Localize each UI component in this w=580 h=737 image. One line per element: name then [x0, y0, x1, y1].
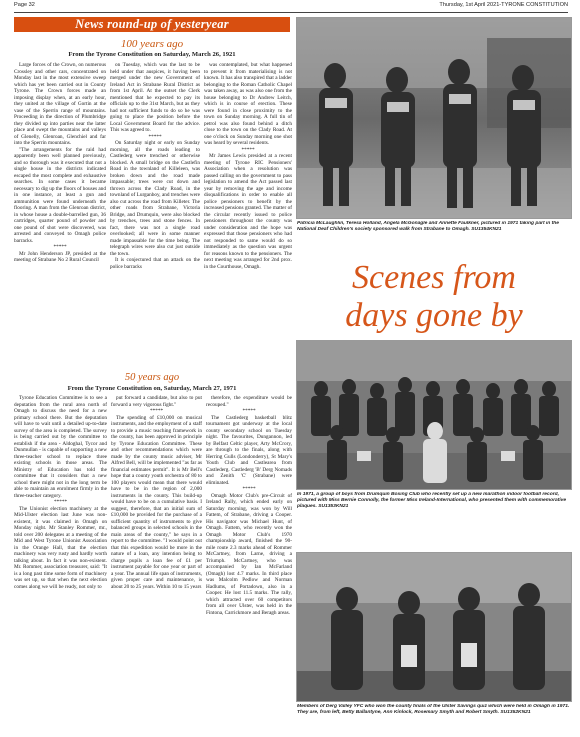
article-paragraph: was contemplated, but what happened to prevent it from materialising is not known. It has also transpired that a ladder belonging to the Roman Catholic Chapel was taken away, as was also one from the house belonging to Dr Andrew Leitch, which is in course of erection. These were found in close proximity to the town on Sunday morning. A full tin of petrol was also found behind a ditch close to the town on the Clady Road. At one o'clock on Sunday morning one shot was heard by several residents.	[204, 62, 292, 146]
subhead-1921: From the Tyrone Constitution on Saturday, March 26, 1921	[68, 51, 236, 58]
article-paragraph: On Saturday night or early on Sunday morning, all the roads leading to Castlederg were trenched or otherwise blocked. A small bridge on the Castlefin Road in the townland of Killeleen, was broken down and the road made impassable; trees were cut down and thrown across the Clady Road, in the townland of Lurganboy, and trenches were also cut across the road from Killeter. The other roads from Strabane, Victoria Bridge, and Drumquin, were also blocked by trenches, trees and stone fences. In fact, there was not a single road overlooked; all were in some manner made impassable for the time being. The telegraph wires were also cut just outside the town.	[110, 140, 200, 257]
article-paragraph: *****	[53, 499, 68, 505]
article-paragraph: Omagh Motor Club's pre-Circuit of Ireland Rally, which ended early on Saturday morning, was won by Will Fattem, of Strabane, driving a Cooper. His navigator was Michael Hunt, of Omagh. Fattem, who recently won the Omagh Motor Club's 1970 championship award, finished the 90-mile route 2.3 marks ahead of Rommer McCartney, from Larne, driving a Triumph. McCartney, who was accompanied by Ian McFarland (Omagh) lost 4.7 marks. In third place was Malcolm Pedlow and Norman Hadlums, of Portadown, also in a Cooper. He lost 11.5 marks. The rally, which attracted over 60 competitors from all over Ulster, was held in the Fintona, Carrickmore and Beragh areas.	[206, 492, 292, 616]
article-col-100-1	[14, 62, 106, 367]
header-rule	[14, 12, 568, 13]
article-paragraph: Tyrone Education Committee is to see a deputation from the rural area north of Omagh to discuss the need for a new primary school there. But the deputation will have to wait until a detailed up-to-date survey of the area is completed. The survey is being carried out by the committee to establish if the area - Aldoghal, Tycor and Dunmullan - is capable of supporting a new three-teacher school to replace three existing schools in those areas. The Ministry of Education has told the committee that it considers that a new school there might not in the long term be able to maintain an enrolment firmly in the three-teacher category.	[14, 395, 107, 499]
issue-date: Thursday, 1st April 2021-TYRONE CONSTITUTION	[439, 2, 568, 8]
photo-deaf-walk-image	[297, 18, 572, 219]
article-paragraph: *****	[149, 408, 164, 414]
article-col-100-2	[110, 62, 200, 367]
page-number: Page 32	[14, 2, 35, 8]
caption-deaf-walk: Patricia McLaughlin, Teresa Holland, Angela McGonagle and Annette Faulkner, pictured in 1971 taking part in the National Deaf Children's society sponsored walk from Strabane to Omagh. SU1354KN21	[297, 221, 559, 232]
article-col-100-3	[204, 62, 292, 367]
subhead-1971: From the Tyrone Constitution on, Saturday, March 27, 1971	[67, 385, 237, 392]
article-paragraph: The Unionist election machinery at the Mid-Ulster election last June was non-existent, it was claimed in Omagh on Monday night. Mr Stanley Rommer, mr., told over 200 delegates at a meeting of the Mid and West Tyrone Unionist Association in the Orange Hall, that the election machinery was very rusty and hardly worth talking about. In fact it was non-existent. Mr. Rommer, association treasurer, said: "It is a long past time some form of machinery was set up, so that when the next election comes along we will be ready, not only to	[14, 505, 107, 590]
photo-derg-valley-yfc	[296, 552, 572, 702]
feature-title	[293, 259, 575, 335]
article-paragraph: Mr James Lewis presided at a recent meeting of Tyrone RIC Pensioners' Association when a resolution was passed calling on the government to pass legislation to amend the Act passed last year by removing the age and income disqualifications in order to enable all police pensioners to benefit by the increased pensions granted. The matter of the circular recently issued to police pensioners throughout the county was under consideration and the hope was expressed that those pensioners who had not responded to same would do so immediately as the question was urgent for reasons known to the pensioners. The next meeting was arranged for 2nd prox. in the Courthouse, Omagh.	[204, 153, 292, 270]
section-banner: News round-up of yesteryear	[14, 17, 290, 32]
era-heading-50: 50 years ago	[124, 372, 180, 383]
photo-boxing-club	[296, 340, 572, 490]
article-paragraph: Large forces of the Crown, on numerous Crossley and other cars, concentrated on Monday last in the most extensive sweep which has yet been carried out in County Tyrone. The Crown forces made an imposing display when, at an early hour, they united at the village of Gortin at the vase of the Sperrin range of mountains. Proceeding in the direction of Plumbridge they divided up into parties near the latter place and swept the mountains and valleys of Glenelly, Glenroan, Glenchiel and far into the Sperrin mountains.	[14, 62, 106, 146]
article-paragraph: The Castlederg basketball blitz tournament got underway at the local county secondary school on Tuesday night. The favourites, Dungannon, led by Belfast Celtic player, Arty McCrory, are through to the finals, along with Herring Gulls (Londonderry), St Mary's Youth Club and Castlearea from Castlederg. Castlederg 'B' Derg Nomads and Zenith 'C' (Strabane) were eliminated.	[206, 414, 292, 486]
feature-title-line-1: Scenes from	[352, 259, 516, 296]
article-paragraph: *****	[241, 146, 255, 153]
feature-title-line-2: days gone by	[345, 297, 523, 334]
photo-deaf-walk	[296, 17, 572, 219]
article-col-50-1	[14, 395, 107, 729]
article-paragraph: The spending of £10,000 on musical instruments, and the employment of a staff to provide a music teaching framework in the county, has been approved in principle by Tyrone Education Committee. These and other recommendations which were made by the county music adviser, Mr Alfred Bell, will be implemented "as far as financial estimates permit". It is Mr Bell's hope that a county youth orchestra of 80 to 100 players would mean that there would have to be in the region of 2,000 instruments in the county. This build-up would have to be on a cumulative basis. I suggest, therefore, that an initial sum of £10,000 be provided for the purchase of a sufficient quantity of instruments to give balanced groups in selected schools in the main areas of the county," he says in a report to the committee. "I would point out that this expedition would be more in the nature of a loan, any intention being to charge pupils a loan fee of £1 per instrument payable for one year or part of a year. The annual life span of instruments, given proper care and maintenance, is about 20 to 25 years. Within 10 to 15 years	[111, 414, 202, 590]
caption-derg-valley-yfc: Members of Derg Valley YFC who won the county finals of the Ulster Savings quiz which were held in Omagh in 1971. They are, from left, Betty Ballantyne, Ann Kinlock, Rosemary Smyth and Robert Smyth. SU1352KN21	[297, 704, 570, 715]
article-paragraph: put forward a candidate, but also to put forward a very vigorous fight."	[111, 395, 202, 408]
article-paragraph: It is conjectured that an attack on the police barracks	[110, 257, 200, 270]
page-header	[14, 2, 568, 11]
article-paragraph: therefore, the expenditure would be recouped."	[206, 395, 292, 408]
article-paragraph: *****	[242, 486, 256, 492]
article-paragraph: *****	[148, 133, 162, 140]
photo-boxing-club-image	[297, 341, 572, 490]
article-paragraph: Mr John Henderson JP, presided at the meeting of Strabane No 2 Rural Council	[14, 250, 106, 263]
article-col-50-2	[111, 395, 202, 729]
article-paragraph: "The arrangements for the raid had apparently been well planned previously, and so thorough was it executed that not a single house in the districts indicated escaped the most complete and exhaustive searches. In some cases it became necessary to dig up the floors of houses and in one instance, at least a gun and ammunition were found underneath the flooring. A man from the Glenroan district, in whose house a double-barrelled gun, 36 cartridges, quarter pound of powder and one pound of shot were discovered, was arrested and conveyed to Omagh police barracks.	[14, 146, 106, 244]
era-heading-100: 100 years ago	[120, 38, 184, 50]
article-paragraph: on Tuesday, which was the last to be held under that auspices, it having been merged under the new Government of Ireland Act in Strabane Rural District as from 1st April. At the outset the Clerk mentioned that he expected to pay its officials up to the 31st March, but as they had not sufficient funds to do so he was going to place the position before the Local Government Board for the advice. This was agreed to.	[110, 62, 200, 133]
article-col-50-3	[206, 395, 292, 729]
photo-derg-valley-yfc-image	[297, 553, 572, 702]
article-paragraph: *****	[53, 244, 67, 250]
article-paragraph: *****	[242, 408, 256, 414]
caption-boxing-club: In 1971, a group of boys from Drumquin Boxing Club who recently set up a new marathon indoor football record, pictured with Miss Bernie Connolly, the former Miss Ireland-International, who presented them with commemorative plaques. SU1353KN21	[297, 492, 567, 509]
